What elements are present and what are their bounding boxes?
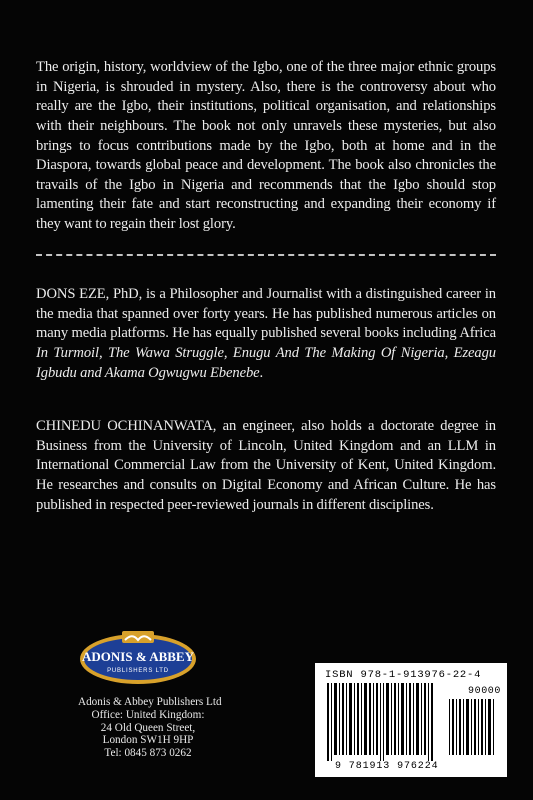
- publisher-address-line2: London SW1H 9HP: [102, 734, 194, 747]
- author-bio-dons-eze-books: In Turmoil, The Wawa Struggle, Enugu And The Making Of Nigeria, Ezeagu Igbudu and Akama Ogwugwu Ebenebe: [36, 344, 496, 381]
- author-bio-dons-eze: [36, 285, 496, 383]
- publisher-telephone: Tel: 0845 873 0262: [104, 747, 192, 760]
- publisher-logo: [78, 628, 198, 686]
- blurb: The origin, history, worldview of the Igbo, one of the three major ethnic groups in Nigeria, is shrouded in mystery. Also, there is the controversy about who really are the Igbo, their institutions, political organisation, and relationships with their neighbours. The book not only unravels these mysteries, but also brings to focus contributions made by the Igbo, both at home and in the Diaspora, towards global peace and development. The book also chronicles the travails of the Igbo in Nigeria and recommends that the Igbo should stop lamenting their fate and start reconstructing and expanding their economy if they want to regain their lost glory.: [36, 59, 496, 232]
- logo-subtitle: PUBLISHERS LTD: [107, 668, 169, 674]
- publisher-logo-icon: [78, 628, 198, 686]
- publisher-office: Office: United Kingdom:: [91, 708, 205, 721]
- publisher-address-line1: 24 Old Queen Street,: [100, 721, 196, 734]
- publisher-address-block: [78, 696, 222, 760]
- barcode-icon: [315, 663, 507, 777]
- barcode-area: [315, 663, 507, 777]
- author-bio-chinedu-ochinanwata: CHINEDU OCHINANWATA, an engineer, also holds a doctorate degree in Business from the University of Lincoln, United Kingdom and an LLM in International Commercial Law from the University of Kent, United Kingdom. He researches and consults on Digital Economy and African Culture. He has published in respected peer-reviewed journals in different disciplines.: [36, 418, 496, 513]
- isbn-label: ISBN 978-1-913976-22-4: [325, 669, 482, 681]
- publisher-company: Adonis & Abbey Publishers Ltd: [78, 696, 222, 708]
- author-bio-dons-eze-lead: DONS EZE, PhD, is a Philosopher and Journalist with a distinguished career in the media that spanned over forty years. He has published numerous articles on many media platforms. He has equally published several books including Africa: [36, 286, 496, 342]
- price-code: 90000: [468, 686, 502, 697]
- dashed-divider: [36, 254, 496, 256]
- logo-name: ADONIS & ABBEY: [82, 649, 194, 664]
- author-bio-dons-eze-tail: .: [259, 364, 264, 381]
- barcode-number: 9 781913 976224: [335, 761, 439, 772]
